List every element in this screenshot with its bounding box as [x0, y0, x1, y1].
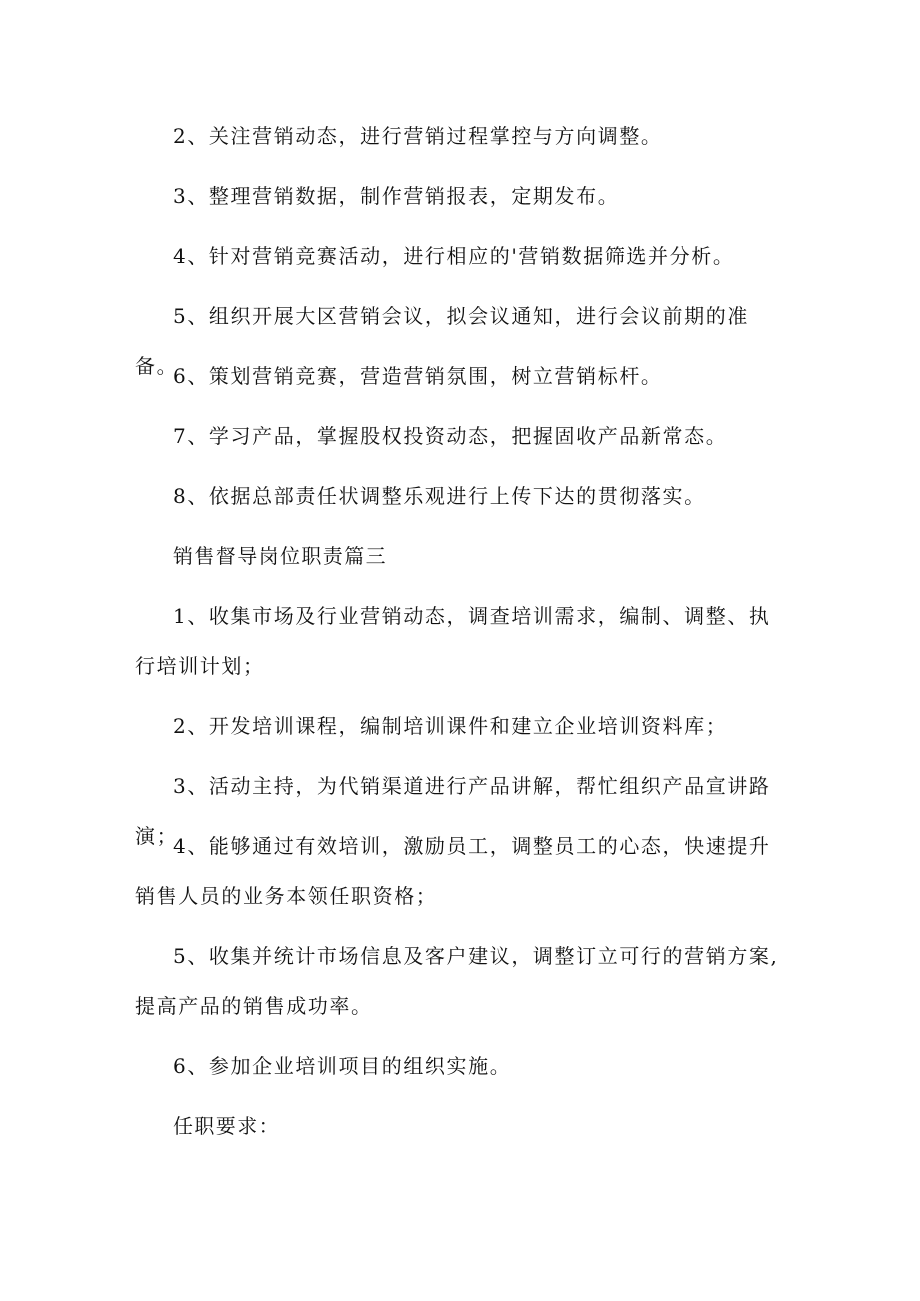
list-item: 6、参加企业培训项目的组织实施。 [173, 1054, 512, 1078]
list-item: 6、策划营销竞赛，营造营销氛围，树立营销标杆。 [173, 364, 663, 388]
list-item: 5、收集并统计市场信息及客户建议，调整订立可行的营销方案,提高产品的销售成功率。 [135, 944, 779, 1018]
list-item: 3、整理营销数据，制作营销报表，定期发布。 [173, 184, 620, 208]
list-item: 2、开发培训课程，编制培训课件和建立企业培训资料库； [173, 714, 728, 738]
list-item: 5、组织开展大区营销会议，拟会议通知，进行会议前期的准备。 [135, 304, 749, 378]
list-item: 4、针对营销竞赛活动，进行相应的'营销数据筛选并分析。 [173, 244, 735, 268]
list-item: 8、依据总部责任状调整乐观进行上传下达的贯彻落实。 [173, 484, 706, 508]
list-item: 2、关注营销动态，进行营销过程掌控与方向调整。 [173, 124, 663, 148]
list-item: 4、能够通过有效培训，激励员工，调整员工的心态，快速提升销售人员的业务本领任职资格； [135, 834, 771, 908]
list-item: 3、活动主持，为代销渠道进行产品讲解，帮忙组织产品宣讲路演； [135, 774, 771, 848]
list-item: 7、学习产品，掌握股权投资动态，把握固收产品新常态。 [173, 424, 728, 448]
list-item: 1、收集市场及行业营销动态，调查培训需求，编制、调整、执行培训计划； [135, 604, 771, 678]
section-heading: 销售督导岗位职责篇三 [173, 544, 387, 568]
requirements-heading: 任职要求： [173, 1114, 280, 1138]
